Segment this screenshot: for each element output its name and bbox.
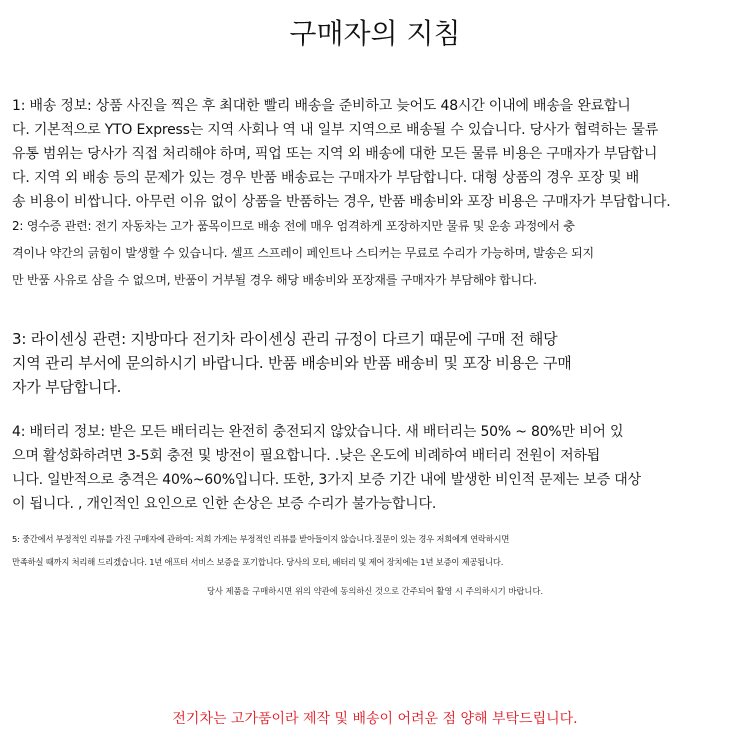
text-line: 다. 기본적으로 YTO Express는 지역 사회나 역 내 일부 지역으로 배송될 수 있습니다. 당사가 협력하는 물류	[12, 122, 659, 138]
text-line: 1: 배송 정보: 상품 사진을 찍은 후 최대한 빨리 배송을 준비하고 늦어도 48시간 이내에 배송을 완료합니	[12, 98, 631, 114]
section-shipping-info	[12, 94, 671, 214]
footer-note: 전기차는 고가품이라 제작 및 배송이 어려운 점 양해 부탁드립니다.	[172, 711, 578, 727]
text-line: 만족하실 때까지 처리해 드리겠습니다. 1년 애프터 서비스 보증을 포기합니다. 당사의 모터, 배터리 및 제어 장치에는 1년 보증이 제공됩니다.	[12, 557, 504, 567]
text-line: 만 반품 사유로 삼을 수 없으며, 반품이 거부될 경우 해당 배송비와 포장재를 구매자가 부담해야 합니다.	[12, 273, 537, 287]
text-line: 니다. 일반적으로 충격은 40%~60%입니다. 또한, 3가지 보증 기간 내에 발생한 비인적 문제는 보증 대상	[12, 472, 641, 488]
text-line: 3: 라이센싱 관련: 지방마다 전기차 라이센싱 관리 규정이 다르기 때문에 구매 전 해당	[12, 330, 558, 348]
text-line: 5: 중간에서 부정적인 리뷰를 가진 구매자에 관하여: 저희 가게는 부정적인 리뷰를 받아들이지 않습니다.질문이 있는 경우 저희에게 연락하시면	[12, 534, 510, 544]
text-line: 격이나 약간의 긁힘이 발생할 수 있습니다. 셀프 스프레이 페인트나 스티커는 무료로 수리가 가능하며, 발송은 되지	[12, 246, 594, 260]
text-line: 2: 영수증 관련: 전기 자동차는 고가 품목이므로 배송 전에 매우 엄격하게 포장하지만 물류 및 운송 과정에서 충	[12, 219, 575, 233]
terms-notice: 당사 제품을 구매하시면 위의 약관에 동의하신 것으로 간주되어 활영 시 주의하시기 바랍니다.	[206, 586, 544, 596]
text-line: 지역 관리 부서에 문의하시기 바랍니다. 반품 배송비와 반품 배송비 및 포장 비용은 구매	[12, 354, 572, 372]
text-line: 으며 활성화하려면 3-5회 충전 및 방전이 필요합니다. .낮은 온도에 비례하여 배터리 전원이 저하됩	[12, 448, 601, 464]
section-licensing	[12, 327, 572, 399]
text-line: 유통 범위는 당사가 직접 처리해야 하며, 픽업 또는 지역 외 배송에 대한 모든 물류 비용은 구매자가 부담합니	[12, 146, 658, 162]
text-line: 다. 지역 외 배송 등의 문제가 있는 경우 반품 배송료는 구매자가 부담합니다. 대형 상품의 경우 포장 및 배	[12, 170, 640, 186]
text-line: 송 비용이 비쌉니다. 아무런 이유 없이 상품을 반품하는 경우, 반품 배송비와 포장 비용은 구매자가 부담합니다.	[12, 194, 671, 210]
page-title: 구매자의 지침	[289, 17, 461, 50]
section-battery-info	[12, 420, 641, 516]
text-line: 4: 배터리 정보: 받은 모든 배터리는 완전히 충전되지 않았습니다. 새 배터리는 50% ~ 80%만 비어 있	[12, 424, 624, 440]
section-receipt	[12, 213, 594, 294]
text-line: 자가 부담합니다.	[12, 378, 122, 396]
text-line: 이 됩니다. , 개인적인 요인으로 인한 손상은 보증 수리가 불가능합니다.	[12, 496, 437, 512]
section-reviews	[12, 528, 509, 574]
